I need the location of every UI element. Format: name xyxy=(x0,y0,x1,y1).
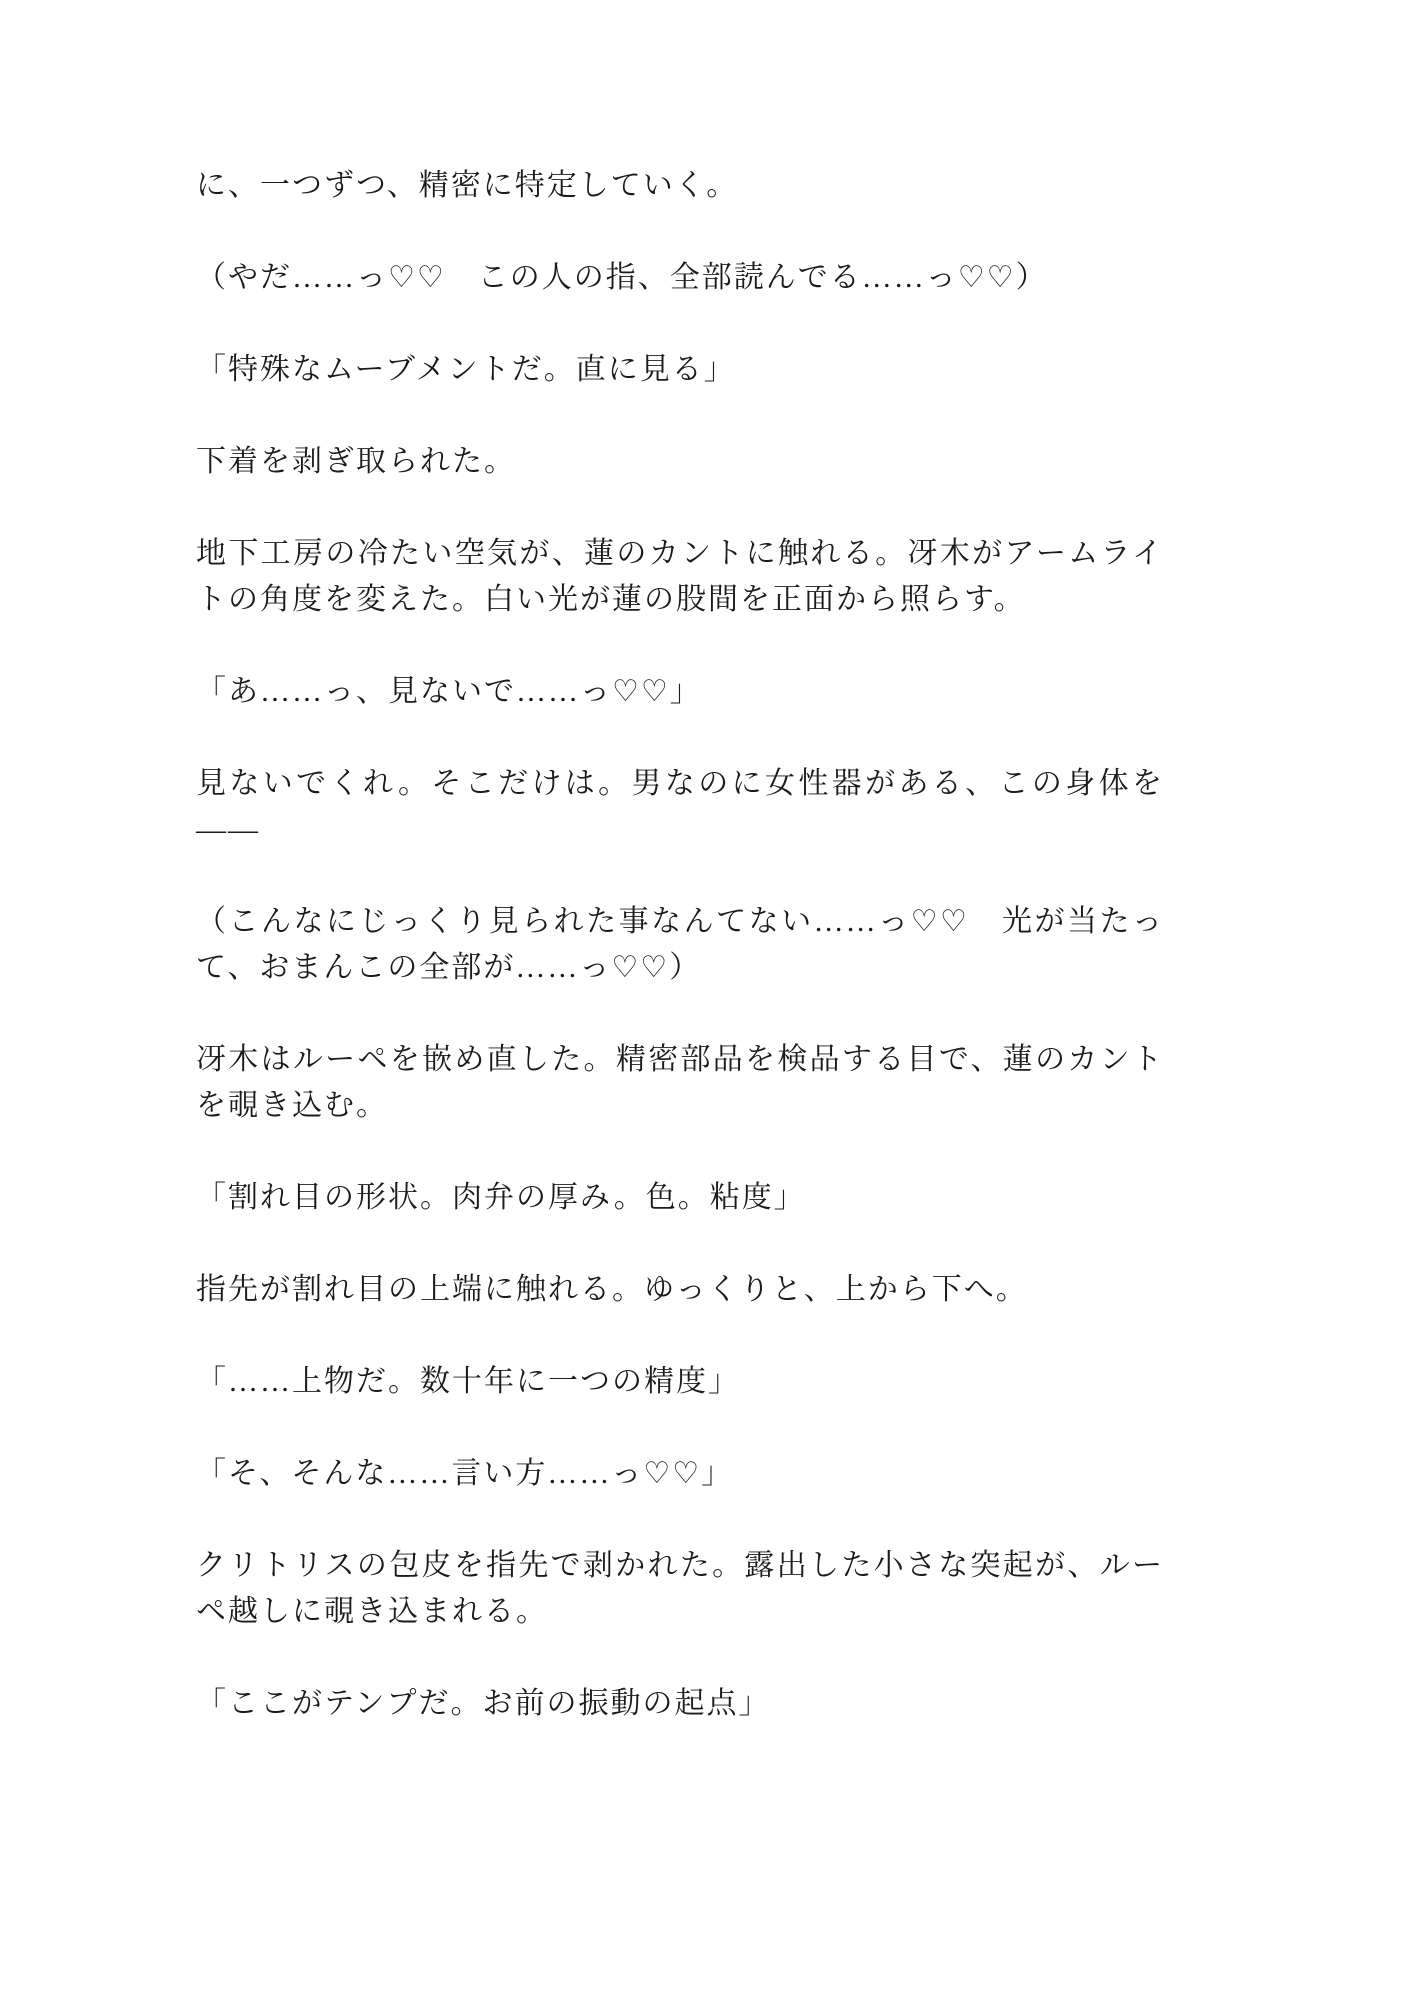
paragraph: 地下工房の冷たい空気が、蓮のカントに触れる。冴木がアームライトの角度を変えた。白い光が蓮の股間を正面から照らす。 xyxy=(196,537,1164,616)
paragraph: 指先が割れ目の上端に触れる。ゆっくりと、上から下へ。 xyxy=(196,1273,1028,1306)
paragraph: 「そ、そんな……言い方……っ♡♡」 xyxy=(196,1457,734,1490)
paragraph: 「特殊なムーブメントだ。直に見る」 xyxy=(196,353,736,386)
paragraph: （こんなにじっくり見られた事なんてない……っ♡♡ 光が当たって、おまんこの全部が……っ♡♡） xyxy=(196,905,1164,984)
paragraph: 冴木はルーペを嵌め直した。精密部品を検品する目で、蓮のカントを覗き込む。 xyxy=(196,1043,1164,1122)
paragraph: クリトリスの包皮を指先で剥かれた。露出した小さな突起が、ルーペ越しに覗き込まれる。 xyxy=(196,1549,1164,1628)
paragraph: （やだ……っ♡♡ この人の指、全部読んでる……っ♡♡） xyxy=(196,261,1048,294)
paragraph: 「……上物だ。数十年に一つの精度」 xyxy=(196,1365,740,1398)
paragraph: 下着を剥ぎ取られた。 xyxy=(196,445,516,478)
paragraph: に、一つずつ、精密に特定していく。 xyxy=(196,169,739,202)
paragraph: 「割れ目の形状。肉弁の厚み。色。粘度」 xyxy=(196,1181,806,1214)
paragraph: 「ここがテンプだ。お前の振動の起点」 xyxy=(196,1687,771,1720)
paragraph: 見ないでくれ。そこだけは。男なのに女性器がある、この身体を—— xyxy=(196,767,1164,846)
paragraph: 「あ……っ、見ないで……っ♡♡」 xyxy=(196,675,702,708)
